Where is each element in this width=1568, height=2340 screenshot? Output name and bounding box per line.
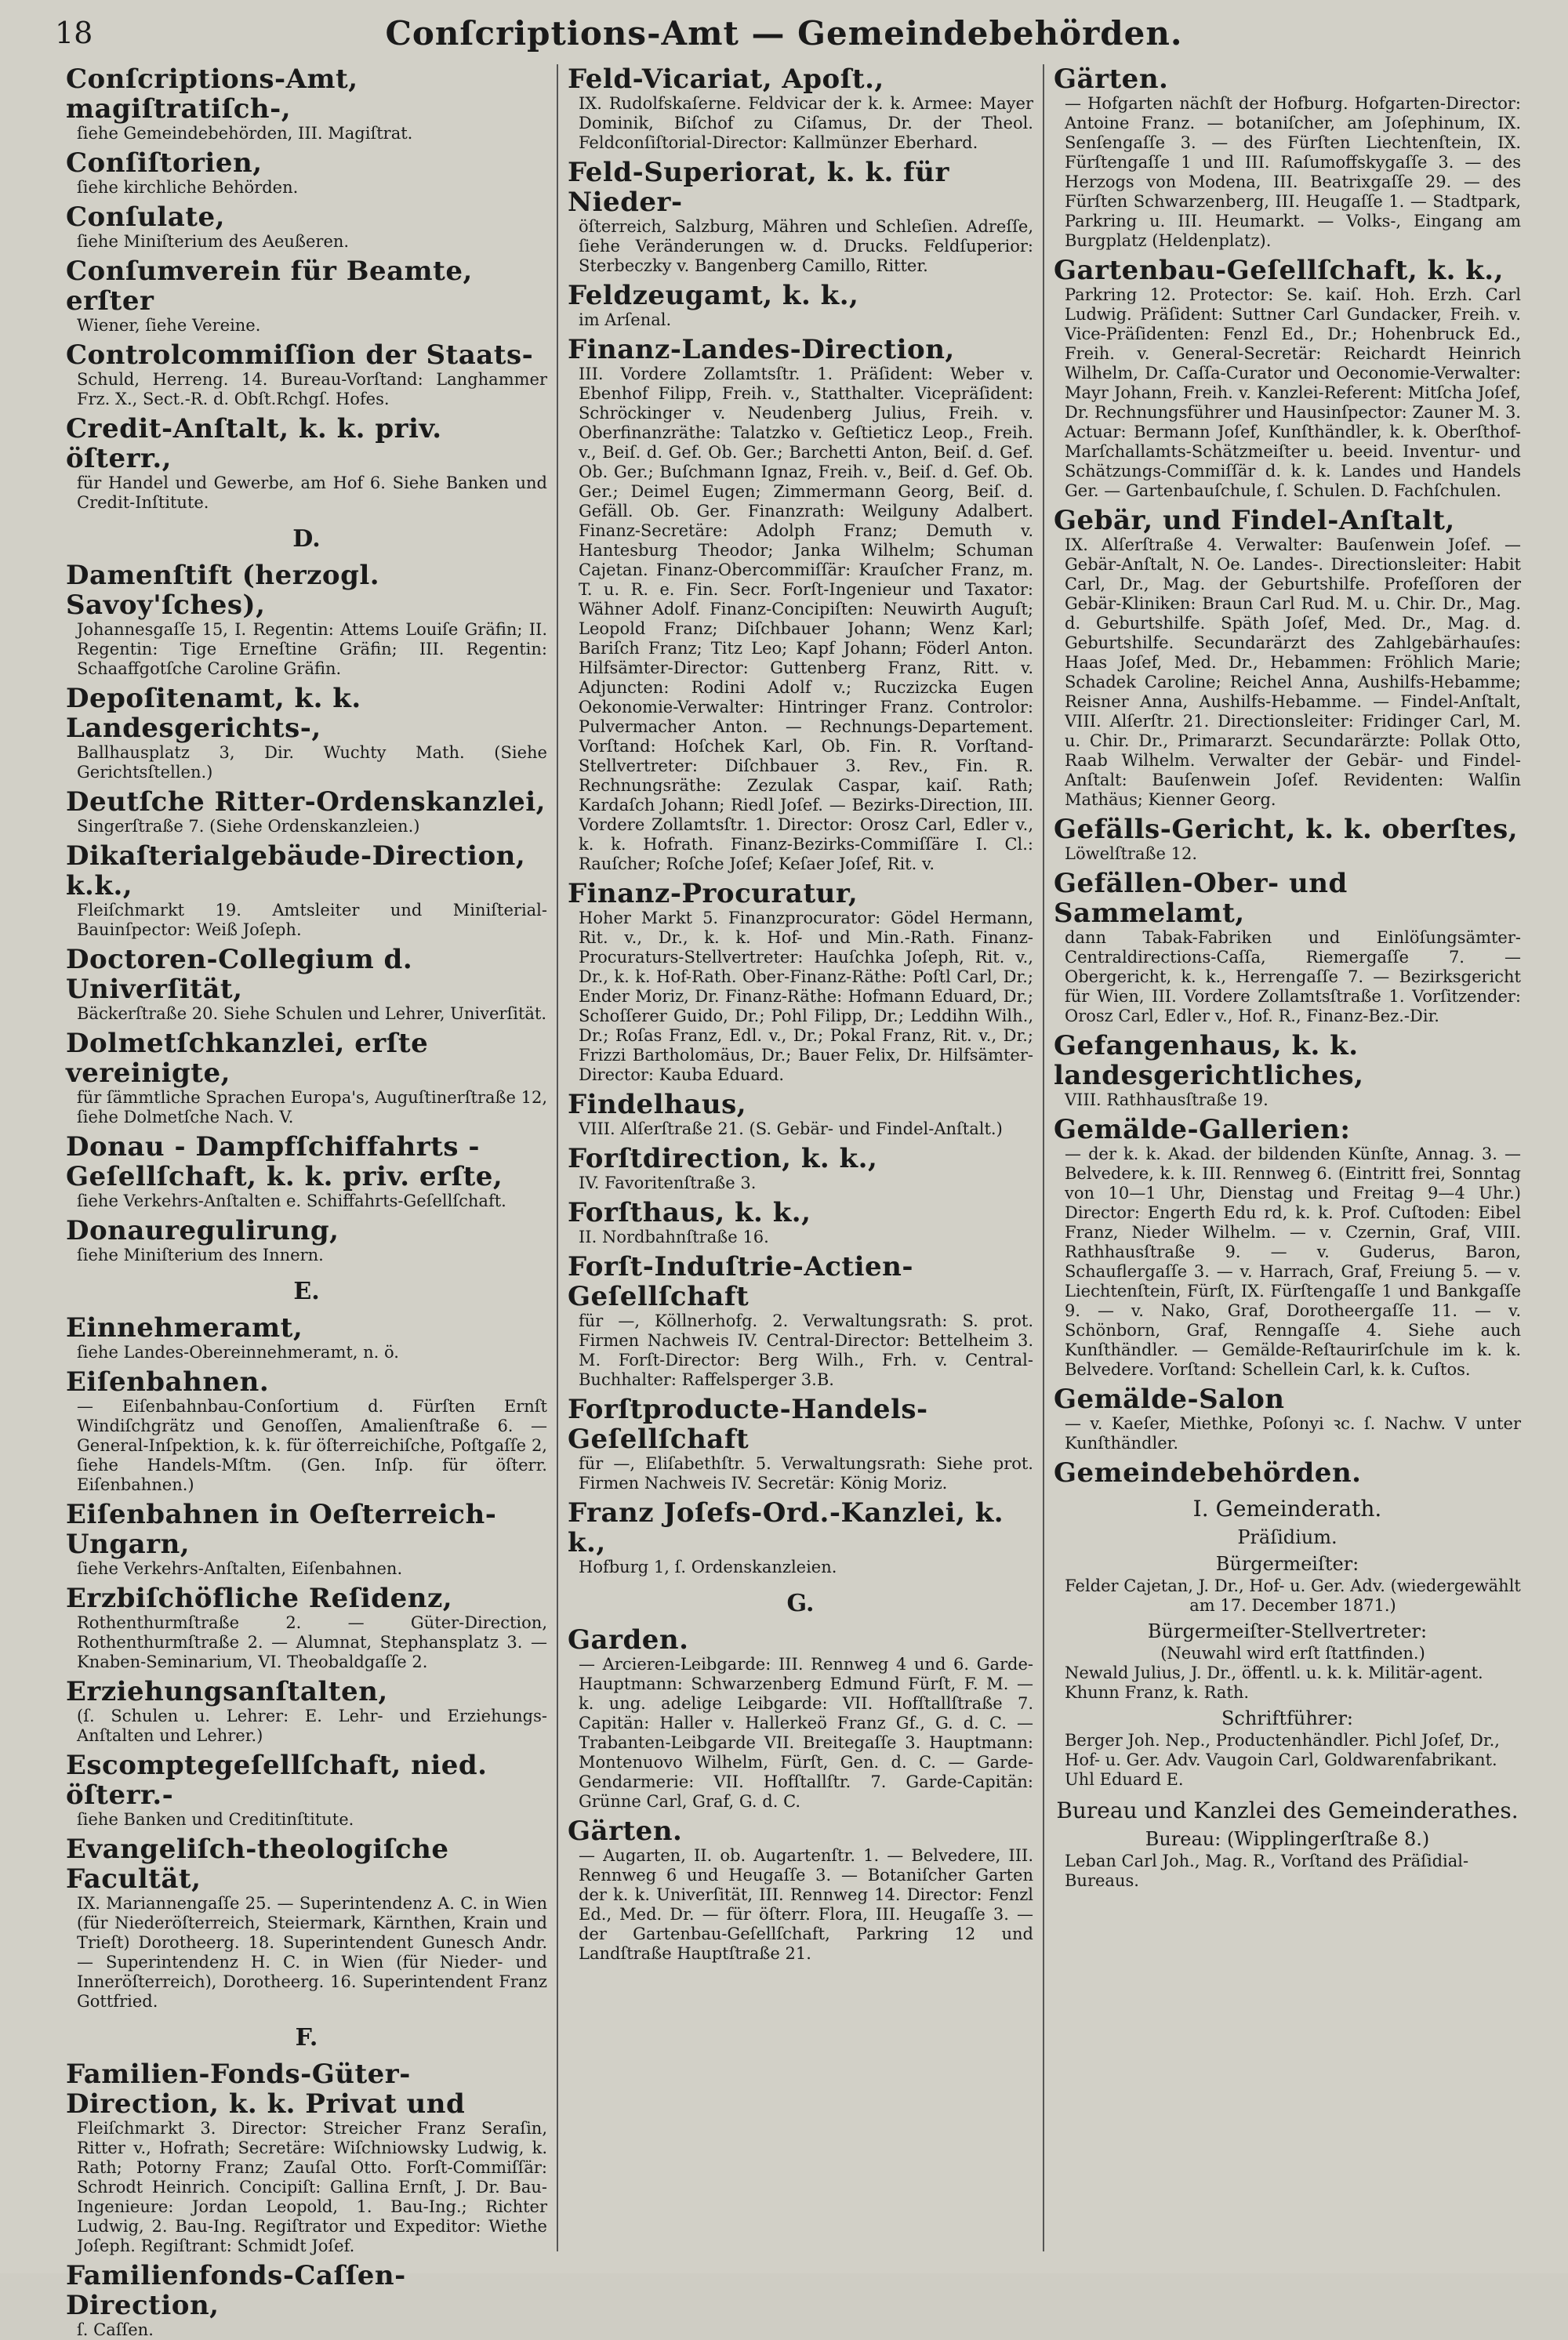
entry-body: II. Nordbahnſtraße 16. xyxy=(579,1228,769,1246)
entry-heading: Eiſenbahnen in Oeſterreich-Ungarn, xyxy=(66,1499,497,1560)
entry xyxy=(568,64,1033,153)
entry xyxy=(66,340,547,409)
entry xyxy=(568,335,1033,874)
entry-body: — Arcieren-Leibgarde: III. Rennweg 4 und 6. Garde-Hauptmann: Schwarzenberg Edmund Fürſt, F. M. — k. ung. adelige Leibgarde: VII. Hofſtallſtraße 7. Capitän: Haller v. Hallerkeö Franz Gf., G. d. C. — Trabanten-Leibgarde VII. Breitegaſſe 3. Hauptmann: Montenuovo Wilhelm, Fürſt, Gen. d. C. — Garde-Gendarmerie: VII. Hofſtallſtr. 7. Garde-Capitän: Grünne Carl, Graf, G. d. C. xyxy=(579,1655,1033,1811)
subsection-title: Bureau und Kanzlei des Gemeinderathes. xyxy=(1056,1798,1519,1823)
entry-body: für ſämmtliche Sprachen Europa's, Auguſtinerſtraße 12, ſiehe Dolmetſche Nach. V. xyxy=(77,1088,547,1126)
entry-body: Wiener, ſiehe Vereine. xyxy=(77,316,261,335)
entry-heading: Conſcriptions-Amt, magiſtratiſch-, xyxy=(66,63,358,125)
entry-heading: Familienfonds-Caſſen-Direction, xyxy=(66,2260,406,2321)
section-letter: F. xyxy=(295,2024,318,2052)
entry-body: ſiehe Verkehrs-Anſtalten, Eiſenbahnen. xyxy=(77,1559,403,1578)
entry-heading: Feld-Vicariat, Apoſt., xyxy=(568,63,884,95)
entry-body: VIII. Alſerſtraße 21. (S. Gebär- und Findel-Anſtalt.) xyxy=(579,1119,1003,1138)
entry-body: ſiehe Banken und Creditinſtitute. xyxy=(77,1810,354,1829)
entry xyxy=(568,1498,1033,1577)
entry xyxy=(66,787,547,836)
entry-heading: Gefälls-Gericht, k. k. oberſtes, xyxy=(1054,814,1519,845)
entry xyxy=(66,414,547,513)
entry xyxy=(66,945,547,1024)
columns xyxy=(56,63,1530,2339)
section-letter: E. xyxy=(293,1278,320,1305)
page-number: 18 xyxy=(55,16,93,50)
entry-heading: Credit-Anſtalt, k. k. priv. öſterr., xyxy=(66,413,442,474)
entry-body: III. Vordere Zollamtsſtr. 1. Präſident: Weber v. Ebenhof Filipp, Freih. v., Statthalter. Vicepräſident: Schröckinger v. Neudenberg Julius, Freih. v. Oberfinanzräthe: Talatzko v. Geſtieticz Leop., Freih. v., Beiſ. d. Gef. Ob. Ger.; Barchetti Anton, Beiſ. d. Gef. Ob. Ger.; Buſchmann Ignaz, Freih. v., Beiſ. d. Gef. Ob. Ger.; Deimel Eugen; Zimmermann Georg, Beiſ. d. Gefäll. Ob. Ger. Finanzrath: Weilguny Adalbert. Finanz-Secretäre: Adolph Franz; Demuth v. Hantesburg Theodor; Janka Wilhelm; Schuman Cajetan. Finanz-Obercommiſſär: Krauſcher Franz, m. T. u. R. e. Fin. Secr. Forſt-Ingenieur und Taxator: Wähner Adolf. Finanz-Concipiſten: Neuwirth Auguſt; Leopold Franz; Diſchbauer Johann; Wenz Karl; Bariſch Franz; Titz Leo; Kapf Johann; Föderl Anton. Hilfsämter-Director: Guttenberg Franz, Ritt. v. Adjuncten: Rodini Adolf v.; Ruczizcka Eugen Oekonomie-Verwalter: Hintringer Franz. Controlor: Pulvermacher Anton. — Rechnungs-Departement. Vorſtand: Hoſchek Karl, Ob. Fin. R. Vorſtand-Stellvertreter: Diſchbauer 3. Rev., Fin. R. Rechnungsräthe: Zezulak Caspar, kaiſ. Rath; Kardaſch Johann; Riedl Joſef. — Bezirks-Direction, III. Vordere Zollamtsſtr. 1. Director: Orosz Carl, Edler v., k. k. Hofrath. Finanz-Bezirks-Commiſſäre I. Cl.: Rauſcher; Roſche Joſef; Keſaer Joſef, Rit. v. xyxy=(579,365,1033,873)
entry xyxy=(66,561,547,679)
subsection-title: I. Gemeinderath. xyxy=(1192,1496,1382,1522)
subsection-title: Bureau: (Wipplingerſtraße 8.) xyxy=(1145,1828,1430,1850)
entry-body: Rothenthurmſtraße 2. — Güter-Direction, Rothenthurmſtraße 2. — Alumnat, Stephansplatz 3. — Knaben-Seminarium, VI. Theobaldgaſſe 2. xyxy=(77,1613,547,1671)
entry xyxy=(1054,1384,1521,1453)
entry-heading: Forſt-Induſtrie-Actien-Geſellſchaft xyxy=(568,1251,913,1312)
entry-heading: Gartenbau-Geſellſchaft, k. k., xyxy=(1054,255,1504,286)
entry xyxy=(568,1198,1033,1247)
entry-body: Hofburg 1, ſ. Ordenskanzleien. xyxy=(579,1558,837,1576)
entry-heading: Familien-Fonds-Güter-Direction, k. k. Privat und xyxy=(66,2059,466,2120)
entry-text: Berger Joh. Nep., Productenhändler. Pichl Joſef, Dr., Hof- u. Ger. Adv. Vaugoin Carl, Goldwarenfabrikant. Uhl Eduard E. xyxy=(1065,1731,1500,1789)
page-header xyxy=(55,11,1513,60)
entry-body: öſterreich, Salzburg, Mähren und Schleſien. Adreſſe, ſiehe Veränderungen w. d. Drucks. Feldſuperior: Sterbeczky v. Bangenberg Camillo, Ritter. xyxy=(579,217,1033,275)
column-right xyxy=(1044,64,1530,2251)
entry-body: ſiehe Miniſterium des Innern. xyxy=(77,1246,324,1264)
entry-body: Johannesgaſſe 15, I. Regentin: Attems Louiſe Gräfin; II. Regentin: Tige Erneſtine Gräfin; III. Regentin: Schaaffgotſche Caroline Gräfin. xyxy=(77,620,547,678)
entry-heading: Gärten. xyxy=(1054,63,1169,95)
entry xyxy=(66,841,547,940)
entry-heading: Controlcommiſſion der Staats- xyxy=(66,339,534,371)
entry-body: Fleiſchmarkt 3. Director: Streicher Franz Seraſin, Ritter v., Hofrath; Secretäre: Wiſchniowsky Ludwig, k. Rath; Potorny Franz; Zauſal Otto. Forſt-Commiſſär: Schrodt Heinrich. Concipiſt: Gallina Ernſt, J. Dr. Bau-Ingenieure: Jordan Leopold, 1. Bau-Ing.; Richter Ludwig, 2. Bau-Ing. Regiſtrator und Expeditor: Wiethe Joſeph. Regiſtrant: Schmidt Joſef. xyxy=(77,2119,547,2255)
entry xyxy=(66,2261,547,2340)
entry-heading: Forſtdirection, k. k., xyxy=(568,1143,878,1174)
entry-heading: Dikaſterialgebäude-Direction, k.k., xyxy=(66,840,526,902)
entry-body: für —, Köllnerhofg. 2. Verwaltungsrath: S. prot. Firmen Nachweis IV. Central-Director: Bettelheim 3. M. Forſt-Director: Berg Wilh., Frh. v. Central-Buchhalter: Raffelsperger 3.B. xyxy=(579,1311,1033,1389)
entry-heading: Donauregulirung, xyxy=(66,1215,339,1246)
entry xyxy=(66,1584,547,1672)
entry xyxy=(1054,869,1521,1026)
entry-text: Newald Julius, J. Dr., öffentl. u. k. k. Militär-agent. xyxy=(1065,1663,1483,1682)
entry xyxy=(66,2059,547,2256)
entry-body: ſiehe Gemeindebehörden, III. Magiſtrat. xyxy=(77,124,413,143)
entry-heading: Forſthaus, k. k., xyxy=(568,1197,811,1228)
entry xyxy=(1054,814,1521,864)
entry-heading: Escomptegeſellſchaft, nied. öſterr.- xyxy=(66,1750,488,1811)
entry-body: Parkring 12. Protector: Se. kaiſ. Hoh. Erzh. Carl Ludwig. Präſident: Suttner Carl Gundacker, Freih. v. Vice-Präſidenten: Fenzl Ed., Dr.; Hohenbruck Ed., Freih. v. General-Secretär: Reichardt Heinrich Wilhelm, Dr. Caſſa-Curator und Oeconomie-Verwalter: Mayr Johann, Freih. v. Kanzlei-Referent: Mitſcha Joſef, Dr. Rechnungsführer und Hausinſpector: Zauner M. 3. Actuar: Bermann Joſef, Kunſthändler, k. k. Oberſthof-Marſchallamts-Schätzmeiſter u. beeid. Inventur- und Schätzungs-Commiſſär d. k. k. Landes und Handels Ger. — Gartenbauſchule, ſ. Schulen. D. Fachſchulen. xyxy=(1065,285,1521,500)
entry-heading: Dolmetſchkanzlei, erſte vereinigte, xyxy=(66,1028,429,1089)
subsection-title: Präſidium. xyxy=(1237,1526,1338,1548)
entry xyxy=(66,1750,547,1830)
entry-heading: Damenſtift (herzogl. Savoy'ſches), xyxy=(66,560,380,621)
entry-body: — Augarten, II. ob. Augartenſtr. 1. — Belvedere, III. Rennweg 6 und Heugaſſe 3. — Botaniſcher Garten der k. k. Univerſität, III. Rennweg 14. Director: Fenzl Ed., Med. Dr. — für öſterr. Flora, III. Heugaſſe 3. — der Gartenbau-Geſellſchaft, Parkring 12 und Landſtraße Hauptſtraße 21. xyxy=(579,1846,1033,1963)
entry-text: Khunn Franz, k. Rath. xyxy=(1065,1683,1250,1702)
subsection-title: Bürgermeiſter: xyxy=(1215,1553,1359,1575)
entry-heading: Gärten. xyxy=(568,1816,683,1847)
entry-body: — v. Kaeſer, Miethke, Poſonyi ꝛc. ſ. Nachw. V unter Kunſthändler. xyxy=(1065,1414,1521,1453)
entry-heading: Gefällen-Ober- und Sammelamt, xyxy=(1054,868,1348,929)
entry xyxy=(568,1816,1033,1964)
entry-heading: Depoſitenamt, k. k. Landesgerichts-, xyxy=(66,683,361,744)
entry-heading: Conſiſtorien, xyxy=(66,147,263,179)
entry xyxy=(568,879,1033,1085)
entry-body: Schuld, Herreng. 14. Bureau-Vorſtand: Langhammer Frz. X., Sect.-R. d. Obſt.Rchgſ. Hofes. xyxy=(77,370,547,408)
entry xyxy=(1054,64,1521,251)
entry-heading: Finanz-Landes-Direction, xyxy=(568,334,955,365)
entry-heading: Gemälde-Salon xyxy=(1054,1384,1285,1415)
entry-heading: Evangeliſch-theologiſche Facultät, xyxy=(66,1834,449,1895)
entry xyxy=(66,1216,547,1265)
entry xyxy=(1054,256,1521,501)
entry-body: IV. Favoritenſtraße 3. xyxy=(579,1174,757,1192)
entry xyxy=(1054,1458,1521,1488)
entry xyxy=(66,684,547,782)
section-letter: D. xyxy=(292,525,321,553)
entry-heading: Conſumverein für Beamte, erſter xyxy=(66,256,473,317)
entry-heading: Deutſche Ritter-Ordenskanzlei, xyxy=(66,786,546,818)
column-left xyxy=(56,63,558,2339)
entry-body: für Handel und Gewerbe, am Hof 6. Siehe Banken und Credit-Inſtitute. xyxy=(77,473,547,512)
entry-body: ſiehe Miniſterium des Aeußeren. xyxy=(77,232,350,251)
entry-heading: Feldzeugamt, k. k., xyxy=(568,280,859,311)
entry-body: IX. Rudolfskaſerne. Feldvicar der k. k. Armee: Mayer Dominik, Biſchof zu Ciſamus, Dr. der Theol. Feldconſiſtorial-Director: Kallmünzer Eberhard. xyxy=(579,94,1033,152)
entry-heading: Garden. xyxy=(568,1624,689,1656)
entry xyxy=(568,281,1033,330)
entry-text: Leban Carl Joh., Mag. R., Vorſtand des Präſidial-Bureaus. xyxy=(1065,1852,1469,1890)
entry xyxy=(568,1252,1033,1390)
entry xyxy=(66,1132,547,1211)
entry-body: Ballhausplatz 3, Dir. Wuchty Math. (Siehe Gerichtsſtellen.) xyxy=(77,743,547,782)
entry-body: Bäckerſtraße 20. Siehe Schulen und Lehrer, Univerſität. xyxy=(77,1004,547,1023)
entry-body: ſiehe kirchliche Behörden. xyxy=(77,178,299,197)
entry-text: Felder Cajetan, J. Dr., Hof- u. Ger. Adv. (wiedergewählt am 17. December 1871.) xyxy=(1065,1576,1521,1615)
entry xyxy=(568,1625,1033,1812)
entry xyxy=(66,1834,547,2012)
entry-body: — Eiſenbahnbau-Conſortium d. Fürſten Ernſt Windiſchgrätz und Genoſſen, Amalienſtraße 6. — General-Inſpektion, k. k. für öſterreichiſche, Poſtgaſſe 2, ſiehe Handels-Mſtm. (Gen. Inſp. für öſterr. Eiſenbahnen.) xyxy=(77,1397,547,1494)
entry-body: Fleiſchmarkt 19. Amtsleiter und Miniſterial-Bauinſpector: Weiß Joſeph. xyxy=(77,901,547,939)
section-letter: G. xyxy=(786,1590,815,1617)
entry-body: ſiehe Verkehrs-Anſtalten e. Schiffahrts-Geſellſchaft. xyxy=(77,1192,506,1210)
entry-heading: Doctoren-Collegium d. Univerſität, xyxy=(66,944,413,1005)
entry-body: VIII. Rathhausſtraße 19. xyxy=(1065,1090,1269,1109)
entry-text: (Neuwahl wird erſt ſtattfinden.) xyxy=(1160,1644,1425,1663)
entry-heading: Einnehmeramt, xyxy=(66,1312,303,1344)
subsection-title: Schriftführer: xyxy=(1221,1707,1354,1729)
entry xyxy=(66,1500,547,1579)
entry-body: für —, Eliſabethſtr. 5. Verwaltungsrath: Siehe prot. Firmen Nachweis IV. Secretär: König Moriz. xyxy=(579,1454,1033,1493)
entry-heading: Erzbiſchöfliche Reſidenz, xyxy=(66,1583,453,1614)
entry-body: Löwelſtraße 12. xyxy=(1065,844,1198,863)
entry xyxy=(1054,1031,1521,1110)
entry xyxy=(66,1677,547,1746)
entry-heading: Gebär, und Findel-Anſtalt, xyxy=(1054,505,1455,536)
entry-heading: Franz Joſefs-Ord.-Kanzlei, k. k., xyxy=(568,1497,1004,1558)
entry-heading: Donau - Dampfſchiffahrts - Geſellſchaft, k. k. priv. erſte, xyxy=(66,1131,503,1192)
entry xyxy=(66,1367,547,1495)
entry-body: Hoher Markt 5. Finanzprocurator: Gödel Hermann, Rit. v., Dr., k. k. Hof- und Min.-Rath. Finanz-Procuraturs-Stellvertreter: Hauſchka Joſeph, Rit. v., Dr., k. k. Hof-Rath. Ober-Finanz-Räthe: Poſtl Carl, Dr.; Ender Moriz, Dr. Finanz-Räthe: Hofmann Eduard, Dr.; Schoſſerer Guido, Dr.; Pohl Filipp, Dr.; Leddihn Wilh., Dr.; Roſas Franz, Edl. v., Dr.; Pokal Franz, Rit. v., Dr.; Frizzi Bartholomäus, Dr.; Bauer Felix, Dr. Hilfsämter-Director: Kauba Eduard. xyxy=(579,909,1033,1084)
entry-body: im Arſenal. xyxy=(579,310,672,329)
entry xyxy=(66,256,547,336)
entry xyxy=(568,1144,1033,1193)
entry xyxy=(66,64,547,143)
entry-heading: Gefangenhaus, k. k. landesgerichtliches, xyxy=(1054,1030,1364,1091)
entry-heading: Gemälde-Gallerien: xyxy=(1054,1114,1351,1145)
column-middle xyxy=(558,64,1044,2251)
entry-heading: Conſulate, xyxy=(66,201,225,233)
entry-heading: Erziehungsanſtalten, xyxy=(66,1676,388,1707)
entry-body: — der k. k. Akad. der bildenden Künſte, Annag. 3. — Belvedere, k. k. III. Rennweg 6. (Eintritt frei, Sonntag von 10—1 Uhr, Dienstag und Freitag 9—4 Uhr.) Director: Engerth Edu rd, k. k. Prof. Cuſtoden: Eibel Franz, Nieder Wilhelm. — v. Czernin, Graf, VIII. Rathhausſtraße 9. — v. Guderus, Baron, Schauflergaſſe 3. — v. Harrach, Graf, Freiung 5. — v. Liechtenſtein, Fürſt, IX. Fürſtengaſſe 1 und Bankgaſſe 9. — v. Nako, Graf, Dorotheergaſſe 11. — v. Schönborn, Graf, Renngaſſe 4. Siehe auch Kunſthändler. — Gemälde-Reſtaurirſchule im k. k. Belvedere. Vorſtand: Schellein Carl, k. k. Cuſtos. xyxy=(1065,1145,1521,1379)
entry xyxy=(568,1395,1033,1493)
entry xyxy=(66,202,547,252)
entry-body: IX. Mariannengaſſe 25. — Superintendenz A. C. in Wien (für Niederöſterreich, Steiermark, Kärnthen, Krain und Trieſt) Dorotheerg. 18. Superintendent Gunesch Andr. — Superintendenz H. C. in Wien (für Nieder- und Inneröſterreich), Dorotheerg. 16. Superintendent Franz Gottfried. xyxy=(77,1894,547,2011)
entry xyxy=(66,1029,547,1127)
entry-heading: Findelhaus, xyxy=(568,1089,747,1120)
entry-body: ſiehe Landes-Obereinnehmeramt, n. ö. xyxy=(77,1343,399,1362)
entry-heading: Eiſenbahnen. xyxy=(66,1366,270,1398)
running-head: Conſcriptions-Amt — Gemeindebehörden. xyxy=(385,14,1183,53)
entry-body: ſ. Caſſen. xyxy=(77,2320,154,2339)
entry xyxy=(568,158,1033,276)
entry-heading: Finanz-Procuratur, xyxy=(568,878,858,909)
entry xyxy=(1054,1115,1521,1380)
entry-body: IX. Alſerſtraße 4. Verwalter: Bauſenwein Joſef. — Gebär-Anſtalt, N. Oe. Landes-. Directionsleiter: Habit Carl, Dr., Mag. der Geburtshilfe. Profeſſoren der Gebär-Kliniken: Braun Carl Rud. M. u. Chir. Dr., Mag. d. Geburtshilfe. Späth Joſef, Med. Dr., Mag. d. Geburtshilfe. Secundarärzt des Zahlgebärhauſes: Haas Joſef, Med. Dr., Hebammen: Fröhlich Marie; Schadek Caroline; Reichel Anna, Aushilfs-Hebamme; Reisner Anna, Aushilfs-Hebamme. — Findel-Anſtalt, VIII. Alſerſtr. 21. Directionsleiter: Fridinger Carl, M. u. Chir. Dr., Primararzt. Secundarärzte: Pollak Otto, Raab Wilhelm. Verwalter der Gebär- und Findel-Anſtalt: Bauſenwein Joſef. Revidenten: Walſin Mathäus; Kienner Georg. xyxy=(1065,535,1521,809)
entry-body: — Hofgarten nächſt der Hofburg. Hofgarten-Director: Antoine Franz. — botaniſcher, am Joſephinum, IX. Senſengaſſe 3. — des Fürſten Liechtenſtein, IX. Fürſtengaſſe 1 und III. Raſumoffskygaſſe 3. — des Herzogs von Modena, III. Beatrixgaſſe 29. — des Fürſten Schwarzenberg, III. Heugaſſe 1. — Stadtpark, Parkring u. III. Heumarkt. — Volks-, Eingang am Burgplatz (Heldenplatz). xyxy=(1065,94,1521,250)
entry-heading: Forſtproducte-Handels-Geſellſchaft xyxy=(568,1394,928,1455)
entry xyxy=(568,1090,1033,1139)
entry xyxy=(1054,506,1521,810)
entry xyxy=(66,148,547,198)
entry-heading: Feld-Superiorat, k. k. für Nieder- xyxy=(568,157,949,218)
entry-body: dann Tabak-Fabriken und Einlöſungsämter-Centraldirections-Caſſa, Riemergaſſe 7. — Obergericht, k. k., Herrengaſſe 7. — Bezirksgericht für Wien, III. Vordere Zollamtsſtraße 1. Vorſitzender: Orosz Carl, Edler v., Hof. R., Finanz-Bez.-Dir. xyxy=(1065,928,1521,1025)
entry-body: (ſ. Schulen u. Lehrer: E. Lehr- und Erziehungs-Anſtalten und Lehrer.) xyxy=(77,1707,547,1745)
entry-body: Singerſtraße 7. (Siehe Ordenskanzleien.) xyxy=(77,817,420,836)
subsection-title: Bürgermeiſter-Stellvertreter: xyxy=(1147,1620,1428,1642)
entry-heading: Gemeindebehörden. xyxy=(1054,1457,1362,1489)
entry xyxy=(66,1313,547,1362)
